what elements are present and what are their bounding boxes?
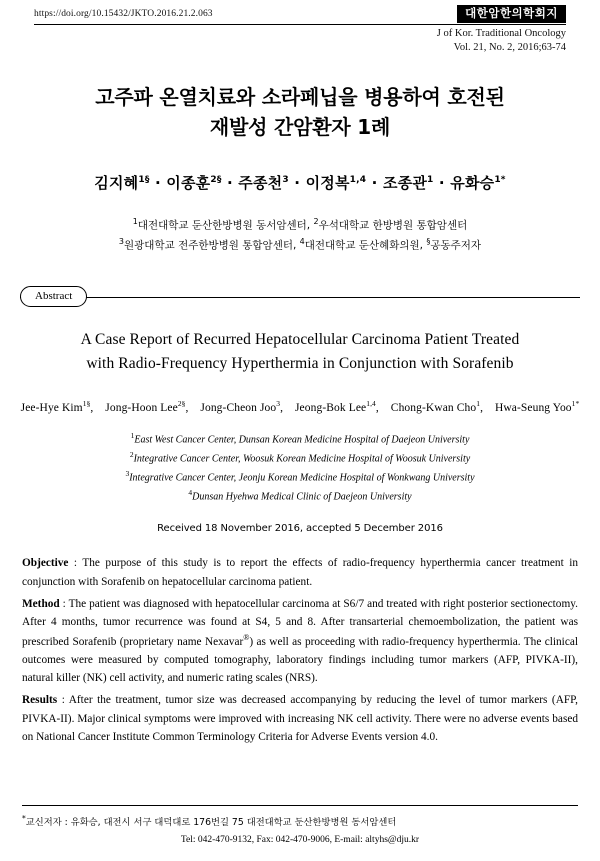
journal-title-korean: 대한암한의학회지: [457, 5, 566, 23]
korean-affiliation-list: [45, 215, 555, 256]
author-separator: ,: [480, 402, 495, 415]
english-affiliation-row: [55, 430, 545, 449]
author-separator: ,: [280, 402, 295, 415]
korean-author: 김지혜$^{1\S}$: [94, 174, 150, 192]
english-author-affil-marker: 1§: [82, 399, 91, 409]
affil-marker: 1: [132, 217, 138, 226]
english-author-affil-marker: 3: [276, 399, 281, 409]
english-author: Hwa-Seung Yoo$^{1*}$: [494, 399, 580, 415]
journal-masthead: [336, 4, 566, 55]
corresponding-marker: *: [22, 813, 26, 823]
page-header: [0, 0, 600, 58]
affil-marker: §: [426, 237, 431, 247]
abstract-results-text: : After the treatment, tumor size was decreased accompanying by reducing the level of tumor markers (AFP, PIVKA-II). Major clinical symptoms were improved with increasing NK cell activity. There were no adverse events based on National Cancer Institute Common Terminology Criteria for Adverse Events version 4.0.: [22, 694, 578, 743]
affil-text: 대전대학교 둔산한방병원 동서암센터,: [137, 219, 314, 232]
affil-marker: 2: [313, 217, 319, 226]
korean-author: 이종훈$^{2\S}$: [166, 174, 222, 192]
affil-marker: 3: [125, 468, 130, 478]
korean-author: 이정복$^{1,4}$: [305, 174, 367, 192]
affil-marker: 1: [130, 431, 135, 441]
korean-author: 주종천$^3$: [238, 174, 289, 192]
doi-link[interactable]: https://doi.org/10.15432/JKTO.2016.21.2.063: [34, 9, 213, 19]
english-affiliation-row: [55, 468, 545, 487]
korean-author-affil-marker: 1,4: [349, 175, 367, 185]
author-separator: ·: [433, 174, 451, 192]
corresponding-author-text: 교신저자 : 유화승, 대전시 서구 대덕대로 176번길 75 대전대학교 둔산한방병원 동서암센터: [25, 816, 397, 828]
abstract-objective-label: Objective: [22, 557, 69, 570]
english-author-list: [20, 399, 580, 414]
affil-text: Integrative Cancer Center, Jeonju Korean Medicine Hospital of Wonkwang University: [129, 472, 475, 484]
english-author: Chong-Kwan Cho$^1$: [390, 399, 481, 415]
author-separator: ,: [375, 402, 391, 415]
affil-text: Dunsan Hyehwa Medical Clinic of Daejeon University: [192, 490, 412, 502]
korean-author-affil-marker: 1§: [138, 175, 150, 185]
affil-marker: 4: [299, 237, 305, 247]
footer-divider: [22, 805, 578, 806]
abstract-method-paragraph: [22, 595, 578, 687]
english-author: Jee-Hye Kim$^{1\S}$: [20, 399, 91, 415]
journal-name-line: J of Kor. Traditional Oncology: [436, 27, 566, 39]
korean-author: 유화승$^{1*}$: [450, 174, 506, 192]
affil-text: East West Cancer Center, Dunsan Korean Medicine Hospital of Daejeon University: [134, 434, 470, 446]
registered-mark: ®: [243, 632, 250, 642]
abstract-results-label: Results: [22, 694, 58, 707]
english-author-affil-marker: 1*: [571, 399, 580, 409]
korean-author-affil-marker: 1*: [494, 175, 506, 185]
affil-marker: 3: [118, 237, 125, 247]
korean-author-list: [40, 172, 560, 193]
english-title: [22, 328, 578, 378]
corresponding-author-line: [22, 813, 578, 830]
contact-line: Tel: 042-470-9132, Fax: 042-470-9006, E-mail: altyhs@dju.kr: [180, 834, 420, 845]
english-author-affil-marker: 1,4: [366, 399, 376, 409]
korean-author-affil-marker: 2§: [210, 175, 222, 185]
received-accepted-line: Received 18 November 2016, accepted 5 December 2016: [157, 523, 443, 535]
korean-affiliation-row-2: [45, 235, 555, 255]
header-divider: [34, 24, 566, 25]
english-author: Jong-Cheon Joo$^3$: [200, 399, 281, 415]
affil-text: Integrative Cancer Center, Woosuk Korean Medicine Hospital of Woosuk University: [133, 453, 471, 465]
korean-title-line-1: 고주파 온열치료와 소라페닙을 병용하여 호전된: [95, 85, 505, 109]
abstract-divider: [20, 297, 580, 298]
abstract-body: [22, 554, 578, 746]
korean-affiliation-row-1: [45, 215, 555, 235]
english-author: Jong-Hoon Lee$^{2\S}$: [105, 399, 186, 415]
abstract-method-text-b: ) as well as proceeding with radio-frequency hyperthermia. The clinical outcomes were measured by computed tomography, laboratory findings including tumor markers (AFP, PIVKA-II), natural killer (NK) cell activity, and numeric rating scales (NRS).: [22, 635, 578, 684]
abstract-objective-paragraph: [22, 554, 578, 591]
affil-marker: 2: [129, 449, 134, 459]
journal-title-english: [336, 27, 566, 55]
english-title-line-1: A Case Report of Recurred Hepatocellular Carcinoma Patient Treated: [80, 330, 520, 348]
abstract-method-label: Method: [22, 598, 60, 611]
korean-title-line-2: 재발성 간암환자 1례: [209, 115, 391, 139]
journal-volume-line: Vol. 21, No. 2, 2016;63-74: [453, 41, 566, 53]
abstract-results-paragraph: [22, 691, 578, 746]
korean-author-affil-marker: 3: [282, 175, 289, 185]
abstract-section-header: [20, 286, 580, 312]
author-separator: ,: [90, 402, 106, 415]
english-affiliation-row: [55, 449, 545, 468]
author-separator: ·: [149, 174, 167, 192]
english-author: Jeong-Bok Lee$^{1,4}$: [294, 399, 376, 415]
author-separator: ·: [288, 174, 306, 192]
abstract-method-text-a: : The patient was diagnosed with hepatocellular carcinoma at S6/7 and treated with right posterior sectionectomy. After 4 months, tumor recurrence was found at S4, 5 and 8. After transarterial chemoembolization, the patient was prescribed Sorafenib (proprietary name Nexavar: [22, 598, 578, 648]
affil-text: 대전대학교 둔산혜화의원,: [304, 239, 427, 252]
affil-marker: 4: [188, 487, 193, 497]
author-separator: ,: [185, 402, 201, 415]
affil-text: 원광대학교 전주한방병원 통합암센터,: [124, 239, 300, 252]
author-separator: ·: [366, 174, 383, 192]
english-author-affil-marker: 1: [476, 399, 481, 409]
english-author-affil-marker: 2§: [177, 399, 186, 409]
page-footer: [22, 805, 578, 847]
english-affiliation-list: [55, 430, 545, 505]
english-title-line-2: with Radio-Frequency Hyperthermia in Conjunction with Sorafenib: [86, 355, 514, 373]
abstract-objective-text: : The purpose of this study is to report the effects of radio-frequency hyperthermia cancer treatment in conjunction with Sorafenib on hepatocellular carcinoma patient.: [22, 557, 578, 588]
affil-text: 공동주저자: [430, 239, 482, 252]
korean-author: 조종관$^1$: [382, 174, 434, 192]
korean-title: [50, 82, 550, 142]
korean-author-affil-marker: 1: [427, 175, 434, 185]
english-affiliation-row: [55, 487, 545, 506]
affil-text: 우석대학교 한방병원 통합암센터: [318, 219, 468, 232]
abstract-tab-label: Abstract: [20, 286, 87, 307]
author-separator: ·: [221, 174, 239, 192]
